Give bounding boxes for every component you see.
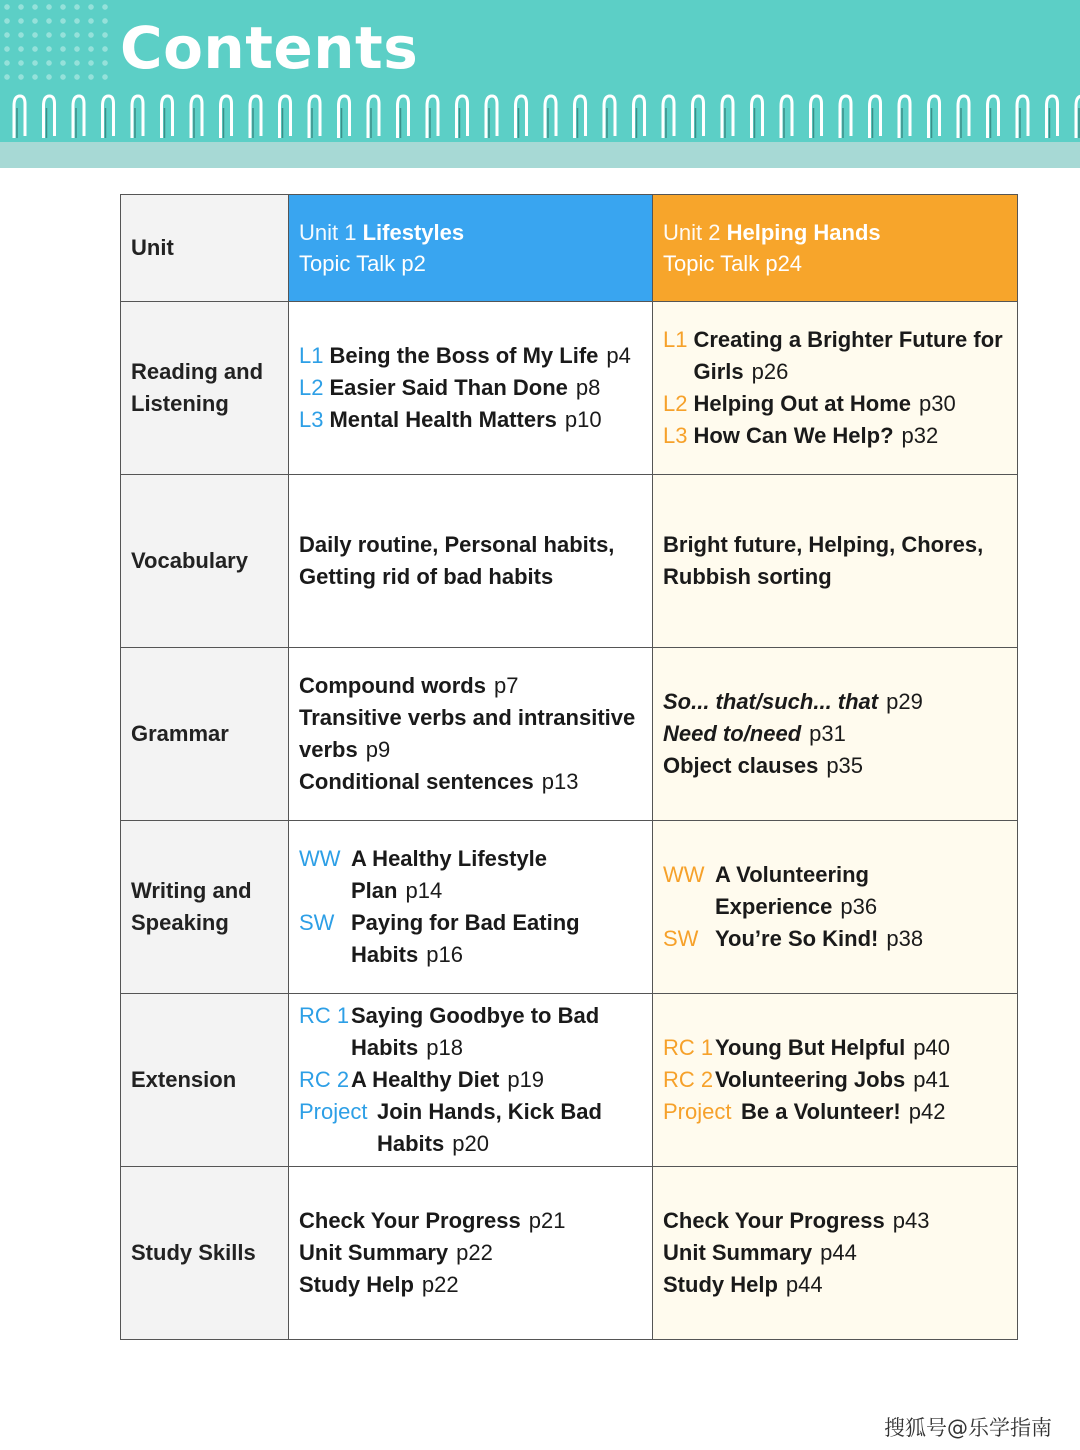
binding-ring — [781, 96, 792, 138]
unit2-grammar-cell — [653, 648, 1018, 821]
binding-ring — [398, 96, 409, 138]
unit1-reading-cell — [289, 302, 653, 475]
watermark: 搜狐号@乐学指南 — [884, 1416, 1052, 1440]
lesson-item[interactable]: L2 Easier Said Than Done p8 — [299, 375, 601, 400]
unit1-topic-page: p2 — [401, 251, 426, 276]
unit1-header[interactable] — [289, 195, 653, 302]
lesson-item[interactable]: WW A Healthy Lifestyle Plan p14 — [299, 846, 548, 903]
binding-strip — [0, 142, 1080, 168]
binding-ring — [899, 96, 910, 138]
unit-header-row — [121, 195, 1018, 302]
study-item[interactable]: Unit Summary p44 — [663, 1240, 857, 1265]
binding-ring — [162, 96, 173, 138]
binding-ring — [722, 96, 733, 138]
binding-ring — [575, 96, 586, 138]
page-header — [0, 0, 1080, 168]
binding-ring — [663, 96, 674, 138]
unit2-extension-cell — [653, 994, 1018, 1167]
study-item[interactable]: Check Your Progress p43 — [663, 1208, 930, 1233]
unit1-grammar-cell — [289, 648, 653, 821]
lesson-item[interactable]: SW You’re So Kind! p38 — [663, 926, 924, 951]
unit1-extension-cell — [289, 994, 653, 1167]
unit1-name: Lifestyles — [362, 220, 465, 245]
row-label-unit: Unit — [121, 195, 289, 302]
binding-ring — [427, 96, 438, 138]
page-title: Contents — [120, 14, 419, 82]
unit1-vocabulary-cell: Daily routine, Personal habits, Getting rid of bad habits — [289, 475, 653, 648]
binding-ring — [752, 96, 763, 138]
grammar-item[interactable]: Conditional sentences p13 — [299, 769, 579, 794]
extension-row — [121, 994, 1018, 1167]
unit1-number: Unit 1 — [299, 220, 357, 245]
grammar-item[interactable]: Object clauses p35 — [663, 753, 864, 778]
unit2-study-cell — [653, 1167, 1018, 1340]
binding-ring — [368, 96, 379, 138]
unit1-writing-cell — [289, 821, 653, 994]
binding-ring — [486, 96, 497, 138]
lesson-item[interactable]: RC 1 Saying Goodbye to Bad Habits p18 — [299, 1003, 600, 1060]
binding-ring — [958, 96, 969, 138]
unit1-topic-talk: Topic Talk — [299, 251, 396, 276]
lesson-item[interactable]: Project Join Hands, Kick Bad Habits p20 — [299, 1099, 602, 1156]
dot-pattern — [0, 0, 112, 80]
lesson-item[interactable]: RC 2 Volunteering Jobs p41 — [663, 1067, 950, 1092]
writing-row — [121, 821, 1018, 994]
unit2-name: Helping Hands — [726, 220, 881, 245]
binding-ring — [14, 96, 25, 138]
binding-ring — [929, 96, 940, 138]
unit2-number: Unit 2 — [663, 220, 721, 245]
row-label-reading: Reading and Listening — [121, 302, 289, 475]
row-label-extension: Extension — [121, 994, 289, 1167]
grammar-item[interactable]: So... that/such... that p29 — [663, 689, 923, 714]
contents-table — [120, 194, 1018, 1340]
row-label-vocabulary: Vocabulary — [121, 475, 289, 648]
binding-ring — [73, 96, 84, 138]
study-item[interactable]: Study Help p22 — [299, 1272, 459, 1297]
grammar-item[interactable]: Transitive verbs and intransitive verbs p9 — [299, 705, 636, 762]
vocabulary-row — [121, 475, 1018, 648]
unit2-reading-cell — [653, 302, 1018, 475]
unit2-header[interactable] — [653, 195, 1018, 302]
row-label-writing: Writing and Speaking — [121, 821, 289, 994]
study-item[interactable]: Study Help p44 — [663, 1272, 823, 1297]
unit2-vocabulary-cell: Bright future, Helping, Chores, Rubbish sorting — [653, 475, 1018, 648]
binding-ring — [132, 96, 143, 138]
lesson-item[interactable]: L3 Mental Health Matters p10 — [299, 407, 602, 432]
lesson-item[interactable]: SW Paying for Bad Eating Habits p16 — [299, 910, 580, 967]
row-label-grammar: Grammar — [121, 648, 289, 821]
binding-ring — [988, 96, 999, 138]
binding-ring — [545, 96, 556, 138]
grammar-row — [121, 648, 1018, 821]
binding-ring — [811, 96, 822, 138]
lesson-item[interactable]: L2 Helping Out at Home p30 — [663, 391, 956, 416]
binding-ring — [339, 96, 350, 138]
grammar-item[interactable]: Compound words p7 — [299, 673, 519, 698]
study-item[interactable]: Unit Summary p22 — [299, 1240, 493, 1265]
unit2-topic-talk: Topic Talk — [663, 251, 760, 276]
lesson-item[interactable]: RC 1 Young But Helpful p40 — [663, 1035, 950, 1060]
lesson-item[interactable]: L1 Creating a Brighter Future for Girls p26 — [663, 327, 1003, 384]
binding-ring — [1047, 96, 1058, 138]
binding-ring — [693, 96, 704, 138]
unit1-study-cell — [289, 1167, 653, 1340]
spiral-binding — [0, 92, 1080, 142]
unit2-topic-page: p24 — [765, 251, 803, 276]
lesson-item[interactable]: L1 Being the Boss of My Life p4 — [299, 343, 631, 368]
lesson-item[interactable]: L3 How Can We Help? p32 — [663, 423, 939, 448]
study-item[interactable]: Check Your Progress p21 — [299, 1208, 566, 1233]
lesson-item[interactable]: WW A Volunteering Experience p36 — [663, 862, 878, 919]
binding-ring — [221, 96, 232, 138]
grammar-item[interactable]: Need to/need p31 — [663, 721, 846, 746]
lesson-item[interactable]: Project Be a Volunteer! p42 — [663, 1099, 946, 1124]
binding-ring — [457, 96, 468, 138]
binding-ring — [1017, 96, 1028, 138]
reading-row — [121, 302, 1018, 475]
binding-ring — [309, 96, 320, 138]
binding-ring — [280, 96, 291, 138]
row-label-study: Study Skills — [121, 1167, 289, 1340]
binding-ring — [191, 96, 202, 138]
binding-ring — [870, 96, 881, 138]
binding-ring — [634, 96, 645, 138]
binding-ring — [840, 96, 851, 138]
lesson-item[interactable]: RC 2 A Healthy Diet p19 — [299, 1067, 545, 1092]
binding-ring — [103, 96, 114, 138]
binding-ring — [44, 96, 55, 138]
unit2-writing-cell — [653, 821, 1018, 994]
binding-ring — [250, 96, 261, 138]
binding-ring — [516, 96, 527, 138]
study-row — [121, 1167, 1018, 1340]
binding-ring — [604, 96, 615, 138]
